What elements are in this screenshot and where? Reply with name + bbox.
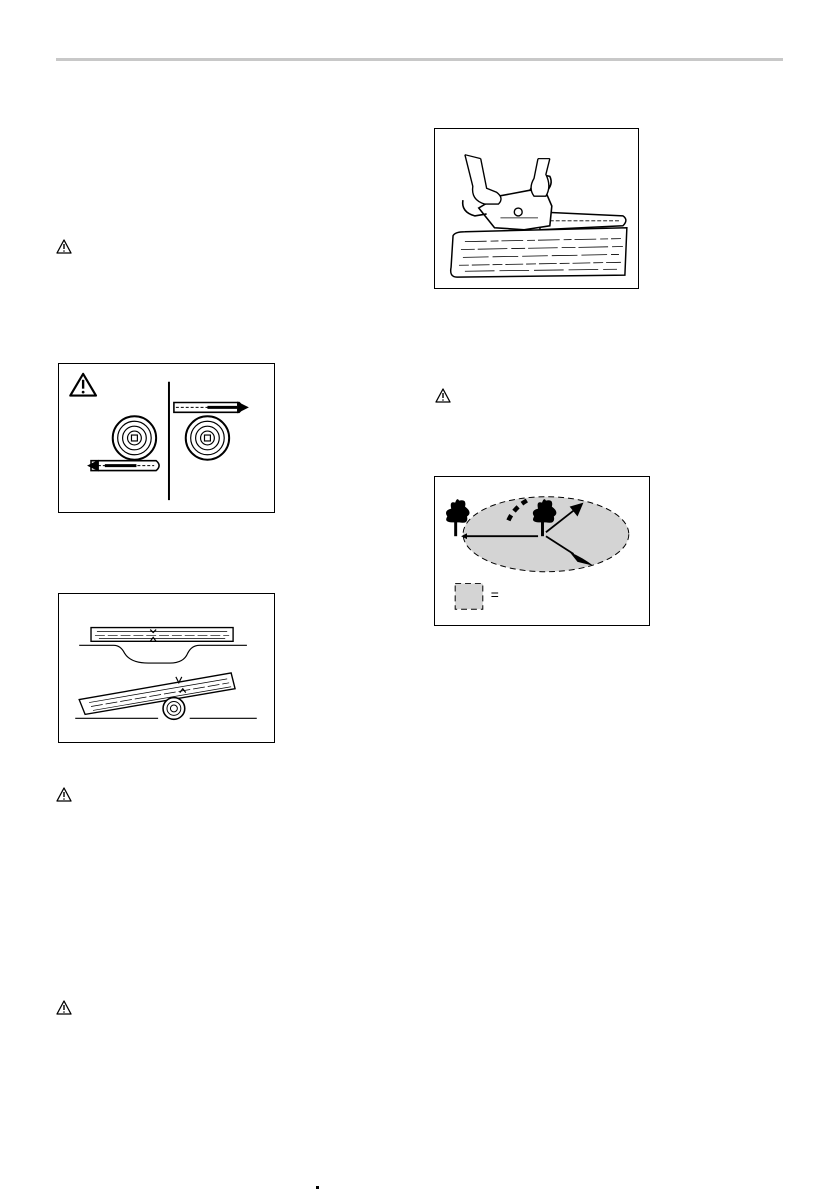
- kickback-log-figure: [58, 363, 275, 513]
- warning-triangle-icon: [56, 787, 72, 802]
- hand-right-icon: [531, 159, 550, 197]
- felling-danger-zone-figure: [434, 476, 650, 626]
- log-tension-figure: [58, 593, 275, 743]
- page-mark: [316, 1186, 319, 1189]
- header-rule: [56, 58, 783, 61]
- warning-triangle-icon: [56, 239, 72, 254]
- log-end-right: [186, 416, 229, 459]
- chain-saw-on-log-figure: [434, 128, 639, 289]
- hand-left-icon: [465, 155, 501, 204]
- warning-triangle-icon: [70, 374, 96, 396]
- warning-triangle-icon: [435, 388, 451, 403]
- log-end-left: [113, 416, 156, 459]
- legend-equals-symbol: =: [490, 586, 499, 603]
- log-end-support: [163, 698, 185, 720]
- warning-triangle-icon: [56, 1000, 72, 1015]
